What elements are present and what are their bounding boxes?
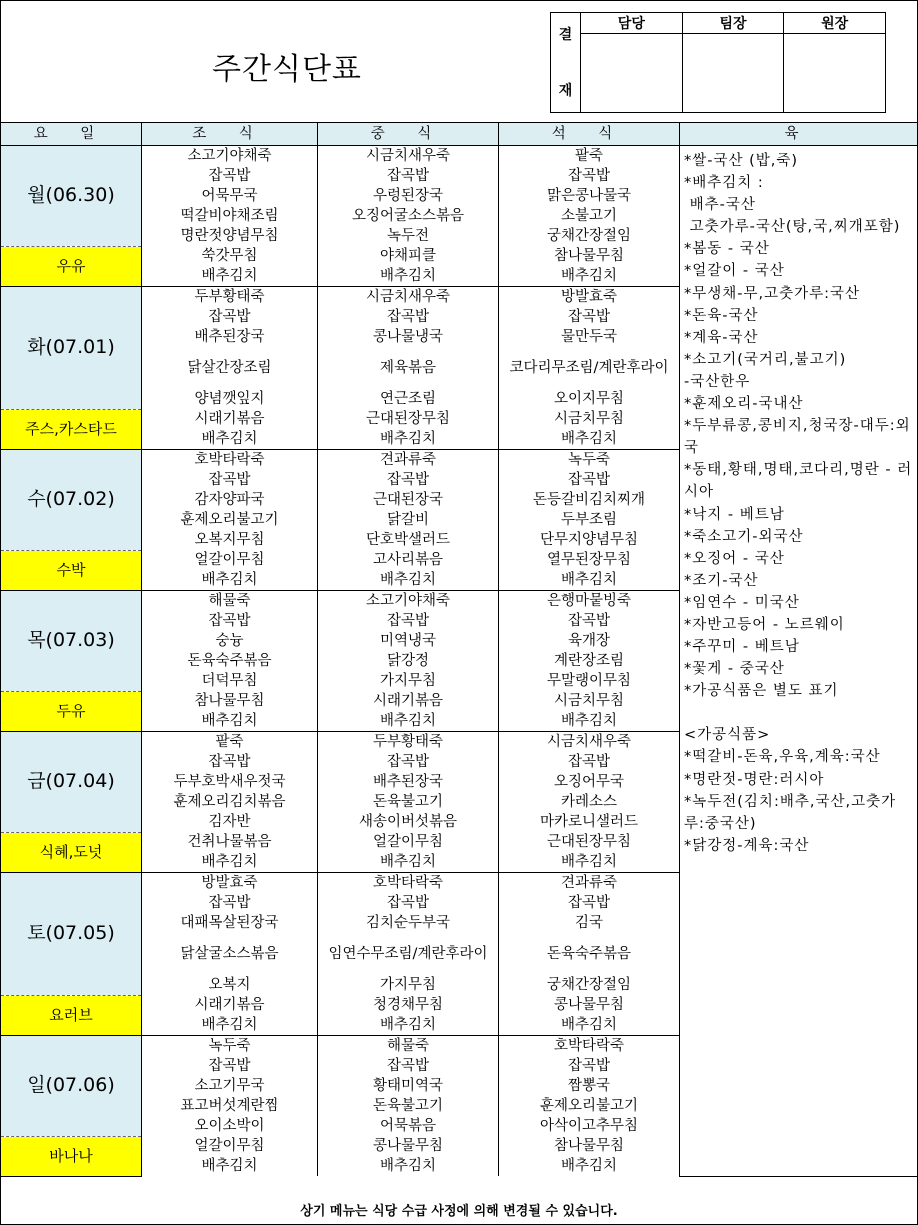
header-origin: 육 — [680, 123, 918, 146]
day-label: 화(07.01) — [1, 287, 142, 410]
origin-line: *무생채-무,고춧가루:국산 — [684, 285, 861, 302]
lunch-item: 닭강정 — [318, 651, 499, 671]
origin-line: *돈육-국산 — [684, 307, 759, 324]
lunch-item: 잡곡밥 — [318, 307, 499, 327]
breakfast-item: 훈제오리불고기 — [142, 510, 318, 530]
lunch-item: 얼갈이무침 — [318, 832, 499, 852]
breakfast-item: 배추김치 — [142, 1015, 318, 1036]
snack-label: 두유 — [1, 691, 142, 732]
dinner-item: 두부조림 — [499, 510, 680, 530]
origin-line: *얼갈이 - 국산 — [684, 263, 785, 280]
origin-info — [680, 146, 918, 1177]
origin-line: *계육-국산 — [684, 329, 759, 346]
approval-box — [550, 12, 886, 113]
menu-row — [1, 146, 918, 167]
lunch-item: 김치순두부국 — [318, 913, 499, 933]
breakfast-item: 오복지무침 — [142, 530, 318, 550]
breakfast-item: 오이소박이 — [142, 1116, 318, 1136]
lunch-item: 돈육불고기 — [318, 1096, 499, 1116]
breakfast-item: 쑥갓무침 — [142, 246, 318, 266]
lunch-item: 잡곡밥 — [318, 752, 499, 772]
lunch-item: 가지무침 — [318, 671, 499, 691]
approval-side-label: 결 재 — [551, 13, 581, 113]
dinner-item: 방발효죽 — [499, 287, 680, 308]
snack-label: 수박 — [1, 550, 142, 591]
breakfast-item: 시래기볶음 — [142, 409, 318, 429]
origin-line: *쌀-국산 (밥,죽) — [684, 153, 799, 169]
breakfast-item: 해물죽 — [142, 591, 318, 612]
header-lunch: 중 식 — [318, 123, 499, 146]
dinner-item: 시금치새우죽 — [499, 732, 680, 753]
dinner-item: 열무된장무침 — [499, 550, 680, 570]
origin-line: *임연수 - 미국산 — [684, 594, 800, 611]
dinner-item: 배추김치 — [499, 266, 680, 287]
lunch-item: 가지무침 — [318, 975, 499, 995]
origin-line: *낙지 - 베트남 — [684, 506, 785, 523]
dinner-item: 마카로니샐러드 — [499, 812, 680, 832]
approval-sign-director — [784, 34, 886, 113]
breakfast-item: 배추김치 — [142, 1156, 318, 1176]
breakfast-item: 명란젓양념무침 — [142, 226, 318, 246]
lunch-item: 시래기볶음 — [318, 691, 499, 711]
dinner-item: 참나물무침 — [499, 246, 680, 266]
dinner-item: 잡곡밥 — [499, 611, 680, 631]
lunch-item: 배추김치 — [318, 266, 499, 287]
dinner-item: 궁채간장절임 — [499, 226, 680, 246]
lunch-item: 어묵볶음 — [318, 1116, 499, 1136]
origin-line: *주꾸미 - 베트남 — [684, 639, 800, 656]
breakfast-item: 호박타락죽 — [142, 450, 318, 471]
origin-line: *녹두전(김치:배추,국산,고춧가루:중국산) — [684, 793, 897, 832]
dinner-item: 훈제오리불고기 — [499, 1096, 680, 1116]
dinner-item: 콩나물무침 — [499, 995, 680, 1015]
breakfast-item: 두부호박새우젓국 — [142, 772, 318, 792]
origin-line: *소고기(국거리,불고기) — [684, 351, 847, 368]
lunch-item: 우렁된장국 — [318, 186, 499, 206]
lunch-item: 고사리볶음 — [318, 550, 499, 570]
day-label: 수(07.02) — [1, 450, 142, 551]
snack-label: 요러브 — [1, 995, 142, 1036]
breakfast-item: 숭늉 — [142, 631, 318, 651]
breakfast-item: 떡갈비야채조림 — [142, 206, 318, 226]
origin-line: *가공식품은 별도 표기 — [684, 683, 839, 700]
origin-line: *오징어 - 국산 — [684, 550, 785, 567]
breakfast-item: 더덕무침 — [142, 671, 318, 691]
dinner-item: 궁채간장절임 — [499, 975, 680, 995]
breakfast-item: 녹두죽 — [142, 1036, 318, 1057]
breakfast-item: 대패목살된장국 — [142, 913, 318, 933]
origin-line: *배추김치 : — [684, 175, 764, 192]
lunch-item: 제육볶음 — [318, 347, 499, 389]
snack-label: 우유 — [1, 246, 142, 287]
lunch-item: 배추김치 — [318, 570, 499, 591]
header-day: 요 일 — [1, 123, 142, 146]
approval-sign-staff — [581, 34, 683, 113]
origin-line — [684, 702, 913, 724]
dinner-item: 참나물무침 — [499, 1136, 680, 1156]
lunch-item: 배추김치 — [318, 429, 499, 450]
dinner-item: 배추김치 — [499, 1015, 680, 1036]
dinner-item: 코다리무조림/계란후라이 — [499, 347, 680, 389]
header-dinner: 석 식 — [499, 123, 680, 146]
breakfast-item: 잡곡밥 — [142, 1056, 318, 1076]
breakfast-item: 방발효죽 — [142, 873, 318, 894]
lunch-item: 야채피클 — [318, 246, 499, 266]
dinner-item: 계란장조림 — [499, 651, 680, 671]
dinner-item: 돈등갈비김치찌개 — [499, 490, 680, 510]
footer-note: 상기 메뉴는 식당 수급 사정에 의해 변경될 수 있습니다. — [300, 1204, 618, 1219]
dinner-item: 근대된장무침 — [499, 832, 680, 852]
lunch-item: 오징어굴소스볶음 — [318, 206, 499, 226]
breakfast-item: 닭살굴소스볶음 — [142, 933, 318, 975]
breakfast-item: 팥죽 — [142, 732, 318, 753]
breakfast-item: 배추김치 — [142, 266, 318, 287]
breakfast-item: 소고기야채죽 — [142, 146, 318, 167]
breakfast-item: 감자양파국 — [142, 490, 318, 510]
origin-line: *명란젓-명란:러시아 — [684, 771, 825, 788]
weekly-menu-table — [0, 122, 918, 1177]
breakfast-item: 잡곡밥 — [142, 307, 318, 327]
origin-line: 배추-국산 — [684, 197, 756, 214]
approval-header-director: 원장 — [784, 13, 886, 34]
origin-line: -국산한우 — [684, 373, 751, 390]
dinner-item: 팥죽 — [499, 146, 680, 167]
breakfast-item: 시래기볶음 — [142, 995, 318, 1015]
lunch-item: 잡곡밥 — [318, 166, 499, 186]
breakfast-item: 잡곡밥 — [142, 893, 318, 913]
approval-header-team-lead: 팀장 — [682, 13, 784, 34]
snack-label: 주스,카스타드 — [1, 409, 142, 450]
origin-line: *꽃게 - 중국산 — [684, 661, 785, 678]
dinner-item: 아삭이고추무침 — [499, 1116, 680, 1136]
lunch-item: 잡곡밥 — [318, 611, 499, 631]
lunch-item: 콩나물무침 — [318, 1136, 499, 1156]
dinner-item: 은행마뭍빙죽 — [499, 591, 680, 612]
breakfast-item: 오복지 — [142, 975, 318, 995]
lunch-item: 배추김치 — [318, 1156, 499, 1176]
breakfast-item: 배추김치 — [142, 852, 318, 873]
lunch-item: 녹두전 — [318, 226, 499, 246]
breakfast-item: 얼갈이무침 — [142, 1136, 318, 1156]
lunch-item: 배추김치 — [318, 711, 499, 732]
origin-line: *죽소고기-외국산 — [684, 528, 804, 545]
origin-line: *자반고등어 - 노르웨이 — [684, 616, 845, 633]
dinner-item: 배추김치 — [499, 429, 680, 450]
lunch-item: 해물죽 — [318, 1036, 499, 1057]
lunch-item: 시금치새우죽 — [318, 146, 499, 167]
dinner-item: 짬뽕국 — [499, 1076, 680, 1096]
dinner-item: 무말랭이무침 — [499, 671, 680, 691]
lunch-item: 근대된장무침 — [318, 409, 499, 429]
lunch-item: 배추김치 — [318, 852, 499, 873]
origin-line: *두부류콩,콩비지,청국장-대두:외국 — [684, 418, 911, 457]
breakfast-item: 배추된장국 — [142, 327, 318, 347]
day-label: 월(06.30) — [1, 146, 142, 247]
lunch-item: 잡곡밥 — [318, 1056, 499, 1076]
dinner-item: 배추김치 — [499, 570, 680, 591]
day-label: 토(07.05) — [1, 873, 142, 996]
dinner-item: 잡곡밥 — [499, 1056, 680, 1076]
dinner-item: 잡곡밥 — [499, 166, 680, 186]
approval-header-staff: 담당 — [581, 13, 683, 34]
lunch-item: 새송이버섯볶음 — [318, 812, 499, 832]
day-label: 금(07.04) — [1, 732, 142, 833]
dinner-item: 단무지양념무침 — [499, 530, 680, 550]
dinner-item: 카레소스 — [499, 792, 680, 812]
origin-line: *떡갈비-돈육,우육,계육:국산 — [684, 749, 881, 766]
dinner-item: 물만두국 — [499, 327, 680, 347]
dinner-item: 돈육숙주볶음 — [499, 933, 680, 975]
dinner-item: 시금치무침 — [499, 409, 680, 429]
lunch-item: 콩나물냉국 — [318, 327, 499, 347]
origin-line: 고춧가루-국산(탕,국,찌개포함) — [684, 219, 901, 236]
dinner-item: 녹두죽 — [499, 450, 680, 471]
snack-label: 바나나 — [1, 1136, 142, 1176]
lunch-item: 임연수무조림/계란후라이 — [318, 933, 499, 975]
dinner-item: 배추김치 — [499, 852, 680, 873]
breakfast-item: 닭살간장조림 — [142, 347, 318, 389]
lunch-item: 시금치새우죽 — [318, 287, 499, 308]
dinner-item: 김국 — [499, 913, 680, 933]
lunch-item: 단호박샐러드 — [318, 530, 499, 550]
breakfast-item: 잡곡밥 — [142, 611, 318, 631]
lunch-item: 미역냉국 — [318, 631, 499, 651]
origin-line: *동태,황태,명태,코다리,명란 - 러시아 — [684, 462, 913, 501]
origin-line: <가공식품> — [684, 727, 771, 744]
lunch-item: 돈육불고기 — [318, 792, 499, 812]
dinner-item: 잡곡밥 — [499, 893, 680, 913]
lunch-item: 두부황태죽 — [318, 732, 499, 753]
dinner-item: 배추김치 — [499, 711, 680, 732]
dinner-item: 잡곡밥 — [499, 752, 680, 772]
snack-label: 식혜,도넛 — [1, 832, 142, 873]
origin-line: *훈제오리-국내산 — [684, 396, 804, 413]
page-title: 주간식단표 — [212, 52, 362, 87]
dinner-item: 잡곡밥 — [499, 307, 680, 327]
dinner-item: 육개장 — [499, 631, 680, 651]
breakfast-item: 얼갈이무침 — [142, 550, 318, 570]
origin-line: *봄동 - 국산 — [684, 241, 770, 258]
day-label: 일(07.06) — [1, 1036, 142, 1137]
lunch-item: 소고기야채죽 — [318, 591, 499, 612]
breakfast-item: 소고기무국 — [142, 1076, 318, 1096]
lunch-item: 배추김치 — [318, 1015, 499, 1036]
day-label: 목(07.03) — [1, 591, 142, 692]
lunch-item: 배추된장국 — [318, 772, 499, 792]
dinner-item: 잡곡밥 — [499, 470, 680, 490]
lunch-item: 청경채무침 — [318, 995, 499, 1015]
lunch-item: 닭갈비 — [318, 510, 499, 530]
breakfast-item: 배추김치 — [142, 711, 318, 732]
breakfast-item: 양념깻잎지 — [142, 389, 318, 409]
dinner-item: 배추김치 — [499, 1156, 680, 1176]
breakfast-item: 어묵무국 — [142, 186, 318, 206]
dinner-item: 호박타락죽 — [499, 1036, 680, 1057]
breakfast-item: 두부황태죽 — [142, 287, 318, 308]
breakfast-item: 참나물무침 — [142, 691, 318, 711]
breakfast-item: 잡곡밥 — [142, 166, 318, 186]
origin-line: *조기-국산 — [684, 572, 759, 589]
breakfast-item: 표고버섯계란찜 — [142, 1096, 318, 1116]
breakfast-item: 건취나물볶음 — [142, 832, 318, 852]
breakfast-item: 잡곡밥 — [142, 752, 318, 772]
lunch-item: 황태미역국 — [318, 1076, 499, 1096]
breakfast-item: 훈제오리김치볶음 — [142, 792, 318, 812]
breakfast-item: 돈육숙주볶음 — [142, 651, 318, 671]
dinner-item: 오징어무국 — [499, 772, 680, 792]
breakfast-item: 배추김치 — [142, 570, 318, 591]
lunch-item: 근대된장국 — [318, 490, 499, 510]
lunch-item: 잡곡밥 — [318, 893, 499, 913]
breakfast-item: 잡곡밥 — [142, 470, 318, 490]
lunch-item: 호박타락죽 — [318, 873, 499, 894]
dinner-item: 맑은콩나물국 — [499, 186, 680, 206]
header-breakfast: 조 식 — [142, 123, 318, 146]
dinner-item: 소불고기 — [499, 206, 680, 226]
lunch-item: 견과류죽 — [318, 450, 499, 471]
dinner-item: 시금치무침 — [499, 691, 680, 711]
lunch-item: 잡곡밥 — [318, 470, 499, 490]
origin-line: *닭강정-계육:국산 — [684, 837, 810, 854]
breakfast-item: 배추김치 — [142, 429, 318, 450]
dinner-item: 오이지무침 — [499, 389, 680, 409]
breakfast-item: 김자반 — [142, 812, 318, 832]
approval-sign-team-lead — [682, 34, 784, 113]
dinner-item: 견과류죽 — [499, 873, 680, 894]
lunch-item: 연근조림 — [318, 389, 499, 409]
